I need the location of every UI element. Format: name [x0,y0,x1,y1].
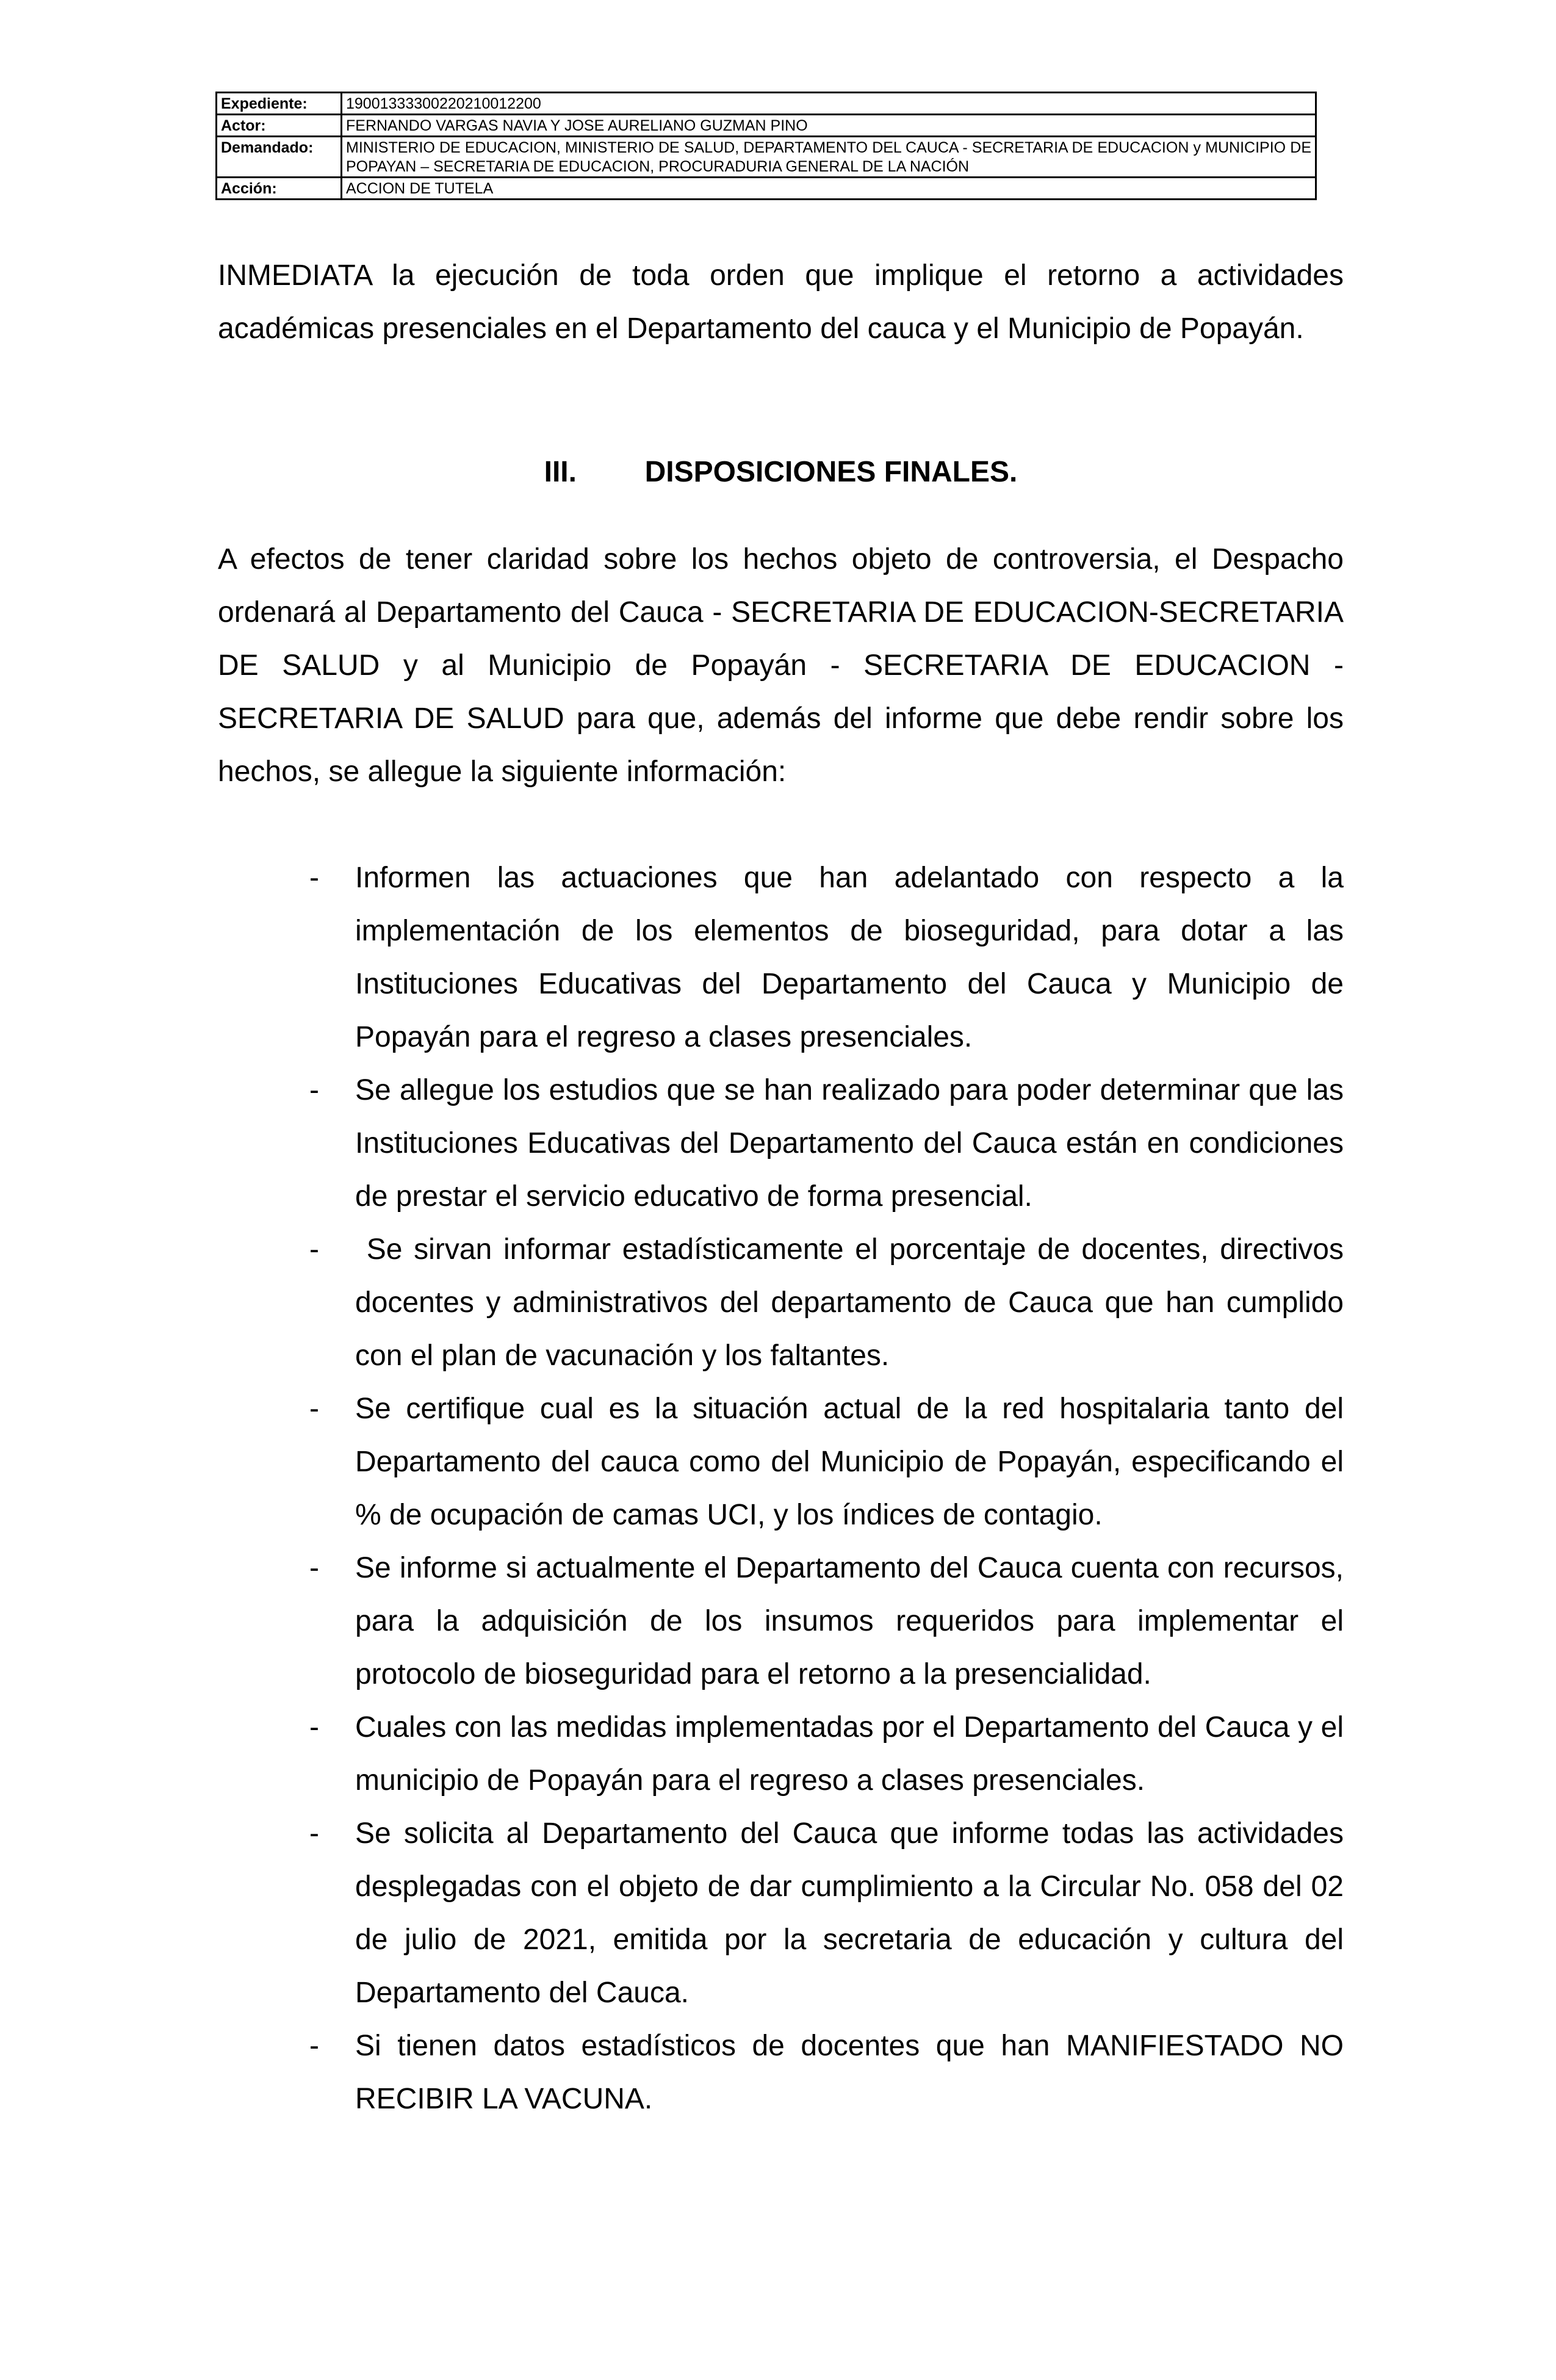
list-item [218,1701,1344,1807]
case-header-table [215,92,1317,200]
header-row-actor [217,115,1316,137]
list-item-text: Se allegue los estudios que se han realizado para poder determinar que las Instituciones Educativas del Departamento del Cauca están en condiciones de prestar el servicio educativo de forma presencial. [355,1074,1344,1213]
requirements-list [218,851,1352,2126]
list-item-text: Se solicita al Departamento del Cauca que informe todas las actividades desplegadas con el objeto de dar cumplimiento a la Circular No. 058 del 02 de julio de 2021, emitida por la secretaria de educación y cultura del Departamento del Cauca. [355,1817,1344,2009]
header-value-actor: FERNANDO VARGAS NAVIA Y JOSE AURELIANO GUZMAN PINO [342,115,1316,137]
bullet-dash: - [309,1393,319,1425]
header-key-demandado: Demandado: [217,137,342,178]
section-heading [218,445,1344,499]
list-item [218,1807,1344,2019]
header-key-accion: Acción: [217,178,342,200]
header-row-expediente [217,93,1316,115]
list-item-text: Informen las actuaciones que han adelantado con respecto a la implementación de los elementos de bioseguridad, para dotar a las Instituciones Educativas del Departamento del Cauca y Municipio de Popayán para el regreso a clases presenciales. [355,862,1344,1053]
header-value-demandado: MINISTERIO DE EDUCACION, MINISTERIO DE SALUD, DEPARTAMENTO DEL CAUCA - SECRETARIA DE EDUCACION y MUNICIPIO DE POPAYAN – SECRETARIA DE EDUCACION, PROCURADURIA GENERAL DE LA NACIÓN [342,137,1316,178]
bullet-dash: - [309,1711,319,1744]
list-item [218,2019,1344,2126]
list-item [218,1542,1344,1701]
document-body [218,249,1352,2126]
list-item [218,1382,1344,1542]
intro-paragraph: INMEDIATA la ejecución de toda orden que implique el retorno a actividades académicas presenciales en el Departamento del cauca y el Municipio de Popayán. [218,259,1344,345]
section-title: DISPOSICIONES FINALES. [644,456,1018,488]
list-item-text: Si tienen datos estadísticos de docentes que han MANIFIESTADO NO RECIBIR LA VACUNA. [355,2030,1344,2115]
bullet-dash: - [309,1552,319,1584]
bullet-dash: - [309,1074,319,1106]
header-row-accion [217,178,1316,200]
list-item [218,1223,1352,1382]
list-item-text: Se informe si actualmente el Departamento del Cauca cuenta con recursos, para la adquisición de los insumos requeridos para implementar el protocolo de bioseguridad para el retorno a la presencialidad. [355,1552,1344,1690]
header-row-demandado [217,137,1316,178]
section-number: III. [544,456,577,488]
list-item-text: Cuales con las medidas implementadas por el Departamento del Cauca y el municipio de Popayán para el regreso a clases presenciales. [355,1711,1344,1797]
header-key-expediente: Expediente: [217,93,342,115]
header-value-expediente: 19001333300220210012200 [342,93,1316,115]
bullet-dash: - [309,1817,319,1850]
header-key-actor: Actor: [217,115,342,137]
bullet-dash: - [309,2030,319,2062]
main-paragraph: A efectos de tener claridad sobre los hechos objeto de controversia, el Despacho ordenará al Departamento del Cauca - SECRETARIA DE EDUCACION-SECRETARIA DE SALUD y al Municipio de Popayán - SECRETARIA DE EDUCACION - SECRETARIA DE SALUD para que, además del informe que debe rendir sobre los hechos, se allegue la siguiente información: [218,543,1344,788]
bullet-dash: - [309,1233,319,1266]
list-item-text: Se certifique cual es la situación actual de la red hospitalaria tanto del Departamento del cauca como del Municipio de Popayán, especificando el % de ocupación de camas UCI, y los índices de contagio. [355,1393,1344,1531]
list-item-text: Se sirvan informar estadísticamente el porcentaje de docentes, directivos docentes y administrativos del departamento de Cauca que han cumplido con el plan de vacunación y los faltantes. [355,1233,1352,1372]
list-item [218,1064,1344,1223]
list-item [218,851,1344,1064]
header-value-accion: ACCION DE TUTELA [342,178,1316,200]
bullet-dash: - [309,862,319,894]
